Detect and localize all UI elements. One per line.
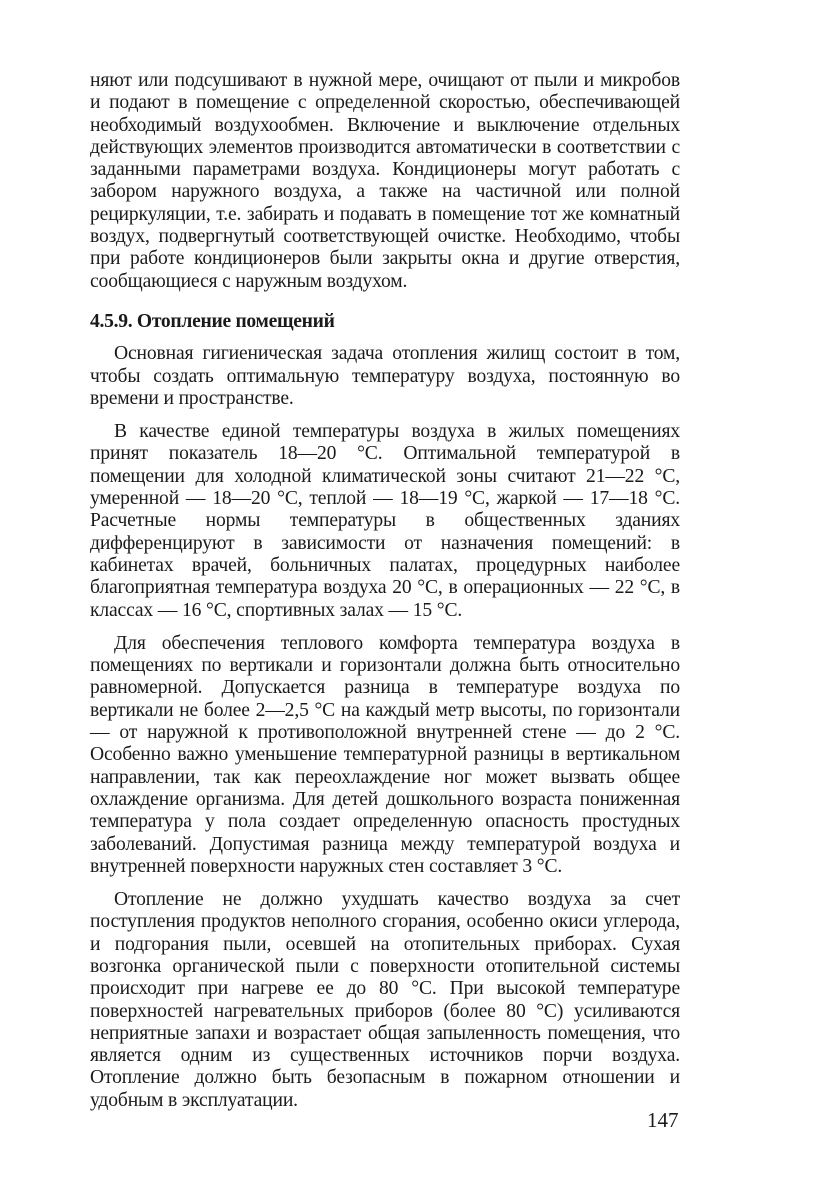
page-number: 147 [647,1108,679,1132]
page-body [90,70,680,1112]
paragraph: В качестве единой температуры воздуха в жилых помещениях принят показатель 18—20 °С. Оптимальной температурой в помещении для холодной климатической зоны считают 21—22 °С, умеренной — 18—20 °С, теплой — 18—19 °С, жаркой — 17—18 °С. Расчетные нормы температуры в общественных зданиях дифференцируют в зависимости от назначения помещений: в кабинетах врачей, больничных палатах, процедурных наиболее благоприятная температура воздуха 20 °С, в операционных — 22 °С, в классах — 16 °С, спортивных залах — 15 °С. [90,421,680,621]
paragraph: Для обеспечения теплового комфорта температура воздуха в помещениях по вертикали и горизонтали должна быть относительно равномерной. Допускается разница в температуре воздуха по вертикали не более 2—2,5 °С на каждый метр высоты, по горизонтали — от наружной к противоположной внутренней стене — до 2 °С. Особенно важно уменьшение температурной разницы в вертикальном направлении, так как переохлаждение ног может вызвать общее охлаждение организма. Для детей дошкольного возраста пониженная температура у пола создает определенную опасность простудных заболеваний. Допустимая разница между температурой воздуха и внутренней поверхности наружных стен составляет 3 °С. [90,632,680,877]
paragraph: Отопление не должно ухудшать качество воздуха за счет поступления продуктов неполного сгорания, особенно окиси углерода, и подгорания пыли, осевшей на отопительных приборах. Сухая возгонка органической пыли с поверхности отопительной системы происходит при нагреве ее до 80 °С. При высокой температуре поверхностей нагревательных приборов (более 80 °С) усиливаются неприятные запахи и возрастает общая запыленность помещения, что является одним из существенных источников порчи воздуха. Отопление должно быть безопасным в пожарном отношении и удобным в эксплуатации. [90,889,680,1111]
paragraph-continuation: няют или подсушивают в нужной мере, очищают от пыли и микробов и подают в помещение с определенной скоростью, обеспечивающей необходимый воздухообмен. Включение и выключение отдельных действующих элементов производится автоматически в соответствии с заданными параметрами воздуха. Кондиционеры могут работать с забором наружного воздуха, а также на частичной или полной рециркуляции, т.е. забирать и подавать в помещение тот же комнатный воздух, подвергнутый соответствующей очистке. Необходимо, чтобы при работе кондиционеров были закрыты окна и другие отверстия, сообщающиеся с наружным воздухом. [90,70,680,292]
paragraph: Основная гигиеническая задача отопления жилищ состоит в том, чтобы создать оптимальную температуру воздуха, постоянную во времени и пространстве. [90,343,680,409]
section-heading: 4.5.9. Отопление помещений [90,310,335,332]
